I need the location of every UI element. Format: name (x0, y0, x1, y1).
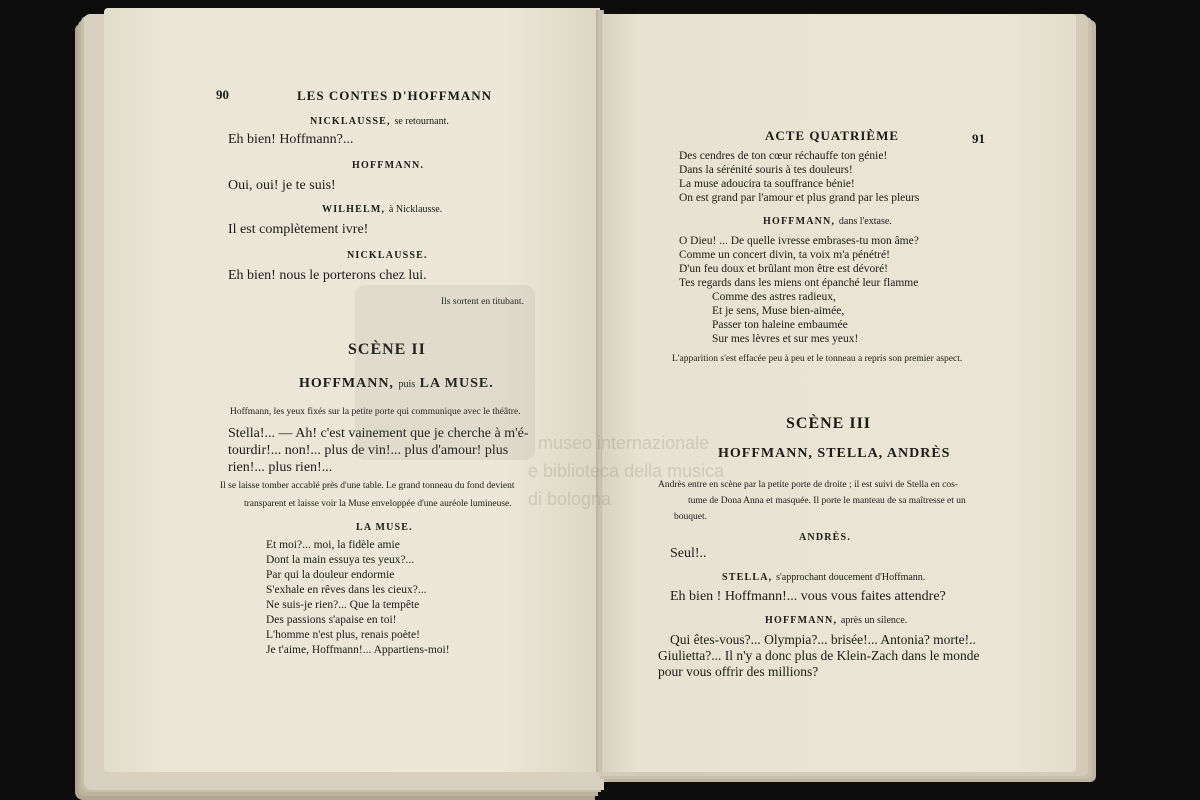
verse-line: Dont la main essuya tes yeux?... (266, 554, 415, 566)
verse-line: Dans la sérénité souris à tes douleurs! (679, 164, 853, 176)
character-cue: HOFFMANN, après un silence. (765, 615, 908, 626)
verse-line: Des cendres de ton cœur réchauffe ton génie! (679, 150, 888, 162)
verse-line: La muse adoucira ta souffrance bénie! (679, 178, 855, 190)
page-number-left: 90 (216, 87, 229, 102)
right-page (602, 14, 1076, 772)
speech-line: tourdir!... non!... plus de vin!... plus d'amour! plus (228, 443, 509, 458)
speech-line: Giulietta?... Il n'y a donc plus de Klein-Zach dans le monde (658, 648, 980, 663)
stage-direction: transparent et laisse voir la Muse enveloppée d'une auréole lumineuse. (244, 499, 512, 509)
stage-direction: L'apparition s'est effacée peu à peu et le tonneau a repris son premier aspect. (672, 354, 963, 364)
watermark-line: e biblioteca della musica (528, 461, 725, 481)
character-cue: HOFFMANN. (352, 160, 425, 171)
stage-direction: Andrès entre en scène par la petite porte de droite ; il est suivi de Stella en cos- (658, 480, 958, 490)
stage-direction: tume de Dona Anna et masquée. Il porte le manteau de sa maîtresse et un (688, 496, 966, 506)
character-cue: LA MUSE. (356, 522, 413, 533)
stage-direction: Ils sortent en titubant. (441, 297, 524, 307)
verse-line: Passer ton haleine embaumée (712, 319, 848, 331)
speech-line: Eh bien ! Hoffmann!... vous vous faites attendre? (670, 589, 946, 604)
scene-title: SCÈNE II (348, 341, 426, 358)
speech-line: Il est complètement ivre! (228, 222, 369, 237)
character-cue: NICKLAUSSE. (347, 250, 428, 261)
speech-line: Eh bien! Hoffmann?... (228, 132, 354, 147)
page-number-right: 91 (972, 131, 985, 146)
stage-direction: Il se laisse tomber accablé près d'une table. Le grand tonneau du fond devient (220, 481, 515, 491)
character-cue: WILHELM, à Nicklausse. (322, 204, 443, 215)
speech-line: Eh bien! nous le porterons chez lui. (228, 268, 427, 283)
speech-line: pour vous offrir des millions? (658, 664, 819, 679)
watermark-line: di bologna (528, 489, 612, 509)
scene-cast: HOFFMANN, puis LA MUSE. (299, 376, 494, 391)
verse-line: Comme un concert divin, ta voix m'a pénétré! (679, 249, 890, 261)
verse-line: D'un feu doux et brûlant mon être est dévoré! (679, 263, 889, 275)
verse-line: O Dieu! ... De quelle ivresse embrases-tu mon âme? (679, 235, 919, 247)
character-cue: ANDRÈS. (799, 532, 852, 543)
verse-line: S'exhale en rêves dans les cieux?... (266, 584, 427, 596)
verse-line: Par qui la douleur endormie (266, 569, 395, 581)
speech-line: Oui, oui! je te suis! (228, 178, 336, 193)
watermark-line: museo internazionale (538, 433, 710, 453)
verse-line: Et moi?... moi, la fidèle amie (266, 539, 400, 551)
scene-title: SCÈNE III (786, 415, 872, 432)
stage-direction: bouquet. (674, 512, 707, 522)
running-head-right: ACTE QUATRIÈME (765, 128, 900, 143)
verse-line: Sur mes lèvres et sur mes yeux! (712, 333, 859, 345)
character-cue: HOFFMANN, dans l'extase. (763, 216, 892, 227)
speech-line: Seul!.. (670, 546, 707, 561)
scene-cast: HOFFMANN, STELLA, ANDRÈS (718, 446, 951, 461)
verse-line: Tes regards dans les miens ont épanché leur flamme (679, 277, 919, 289)
running-head-left: LES CONTES D'HOFFMANN (297, 88, 493, 103)
verse-line: Et je sens, Muse bien-aimée, (712, 305, 845, 317)
verse-line: L'homme n'est plus, renais poète! (266, 629, 420, 641)
verse-line: Je t'aime, Hoffmann!... Appartiens-moi! (266, 644, 450, 656)
verse-line: On est grand par l'amour et plus grand par les pleurs (679, 192, 920, 204)
verse-line: Ne suis-je rien?... Que la tempête (266, 599, 420, 611)
stage-direction: Hoffmann, les yeux fixés sur la petite porte qui communique avec le théâtre. (230, 407, 521, 417)
character-cue: STELLA, s'approchant doucement d'Hoffmann. (722, 572, 926, 583)
verse-line: Des passions s'apaise en toi! (266, 614, 397, 626)
verse-line: Comme des astres radieux, (712, 291, 836, 303)
speech-line: Qui êtes-vous?... Olympia?... brisée!... Antonia? morte!.. (670, 632, 976, 647)
speech-line: Stella!... — Ah! c'est vainement que je cherche à m'é- (228, 426, 529, 441)
character-cue: NICKLAUSSE, se retournant. (310, 116, 449, 127)
library-logo-watermark (355, 285, 535, 460)
speech-line: rien!... plus rien!... (228, 460, 333, 475)
